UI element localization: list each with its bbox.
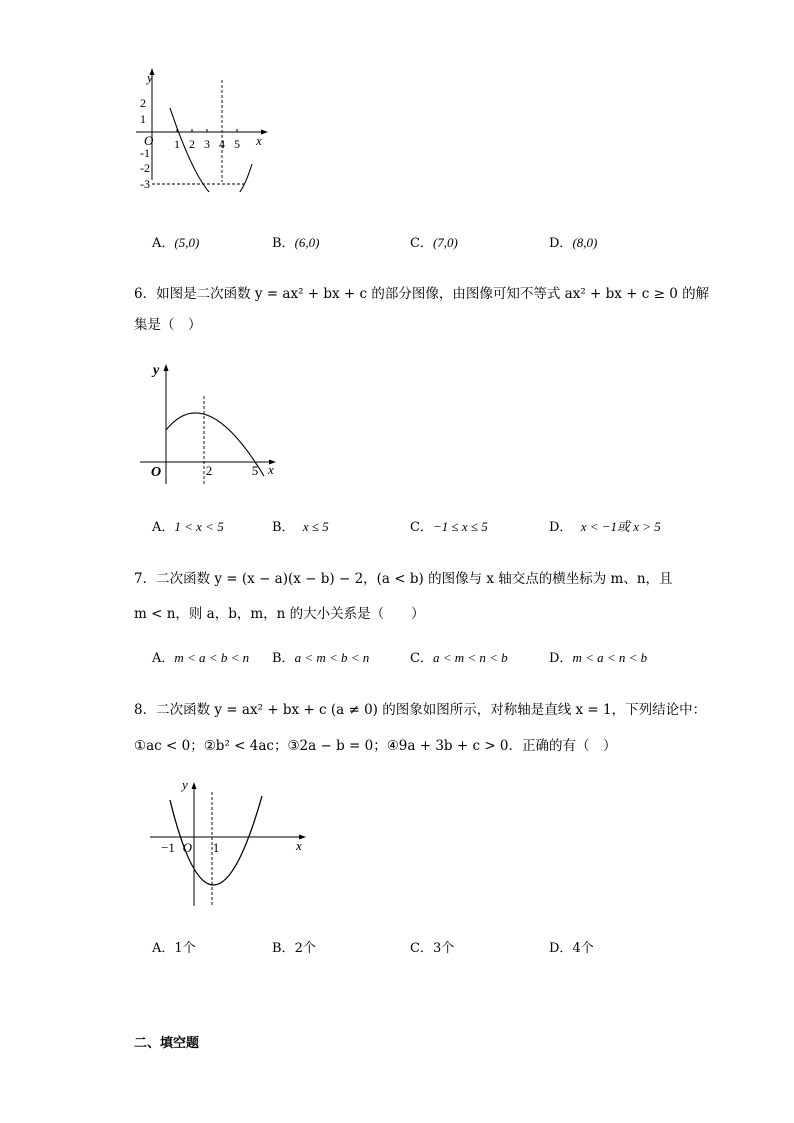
x-label: x bbox=[296, 838, 302, 853]
option-letter: C． bbox=[410, 236, 433, 251]
option-value: 2个 bbox=[294, 941, 316, 956]
q5-option-a[interactable] bbox=[152, 232, 199, 251]
q7-option-d[interactable] bbox=[549, 647, 647, 666]
option-value: (8,0) bbox=[572, 235, 598, 250]
option-letter: C． bbox=[410, 941, 433, 956]
x-tick-3: 3 bbox=[204, 137, 210, 151]
q8-option-b[interactable] bbox=[272, 937, 316, 956]
option-value: 1个 bbox=[174, 941, 196, 956]
q6-stem-line2: 集是（ ） bbox=[134, 317, 202, 333]
q8-option-a[interactable] bbox=[152, 937, 196, 956]
y-tick-2: 2 bbox=[140, 96, 146, 110]
option-value: −1 ≤ x ≤ 5 bbox=[432, 519, 488, 534]
x-tick-1: 1 bbox=[212, 840, 220, 855]
y-tick-neg1: -1 bbox=[140, 146, 150, 160]
option-letter: A． bbox=[152, 651, 175, 666]
option-value: m < a < n < b bbox=[572, 650, 648, 665]
option-letter: B． bbox=[272, 520, 295, 535]
option-value: a < m < n < b bbox=[432, 650, 508, 665]
option-value: 3个 bbox=[432, 941, 455, 956]
q6-option-d[interactable] bbox=[549, 516, 661, 535]
option-letter: A． bbox=[152, 520, 175, 535]
q7-stem-line2: m < n，则 a，b，m，n 的大小关系是（ ） bbox=[134, 606, 425, 622]
x-axis-arrow bbox=[261, 130, 268, 135]
x-tick-4: 4 bbox=[219, 137, 225, 151]
option-letter: C． bbox=[410, 520, 433, 535]
origin-label: O bbox=[182, 840, 192, 855]
q5-option-b[interactable] bbox=[272, 232, 319, 251]
option-letter: B． bbox=[272, 941, 295, 956]
option-letter: D． bbox=[549, 236, 573, 251]
option-letter: C． bbox=[410, 651, 433, 666]
q6-option-c[interactable] bbox=[410, 516, 488, 535]
option-letter: D． bbox=[549, 520, 573, 535]
origin-label: O bbox=[144, 133, 154, 148]
option-value: m < a < b < n bbox=[174, 650, 250, 665]
q6-option-b[interactable] bbox=[272, 516, 329, 535]
q6-graph bbox=[136, 356, 286, 488]
q8-graph bbox=[146, 772, 311, 912]
option-letter: D． bbox=[549, 941, 573, 956]
q8-option-d[interactable] bbox=[549, 937, 594, 956]
option-value: a < m < b < n bbox=[294, 650, 370, 665]
y-axis-arrow bbox=[164, 364, 169, 371]
parabola-curve bbox=[166, 413, 264, 476]
graph-parabola-vertex-4 bbox=[130, 62, 280, 192]
q8-stem-line1: 8．二次函数 y = ax² + bx + c (a ≠ 0) 的图象如图所示，对称轴是直线 x = 1，下列结论中： bbox=[134, 702, 707, 718]
x-tick-neg1: −1 bbox=[161, 840, 175, 855]
option-value: (7,0) bbox=[432, 235, 458, 250]
option-value: x ≤ 5 bbox=[302, 519, 329, 534]
y-axis-arrow bbox=[192, 782, 197, 789]
q5-option-c[interactable] bbox=[410, 232, 458, 251]
option-letter: B． bbox=[272, 651, 295, 666]
y-label: y bbox=[147, 70, 153, 85]
q7-option-a[interactable] bbox=[152, 647, 249, 666]
q8-stem-line2: ①ac < 0；②b² < 4ac；③2a − b = 0；④9a + 3b + c > 0．正确的有（ ） bbox=[134, 738, 617, 754]
q6-stem-line1: 6．如图是二次函数 y = ax² + bx + c 的部分图像，由图像可知不等式 ax² + bx + c ≥ 0 的解 bbox=[134, 286, 710, 302]
q7-option-b[interactable] bbox=[272, 647, 369, 666]
option-letter: A． bbox=[152, 236, 175, 251]
q5-option-d[interactable] bbox=[549, 232, 597, 251]
q7-stem-line1: 7．二次函数 y = (x − a)(x − b) − 2，(a < b) 的图像与 x 轴交点的横坐标为 m、n，且 bbox=[134, 571, 673, 587]
option-letter: B． bbox=[272, 236, 295, 251]
option-value: 1 < x < 5 bbox=[174, 519, 224, 534]
x-tick-1: 1 bbox=[174, 137, 180, 151]
origin-label: O bbox=[151, 465, 162, 480]
x-tick-2: 2 bbox=[189, 137, 195, 151]
x-label: x bbox=[268, 462, 274, 477]
y-tick-1: 1 bbox=[140, 112, 146, 126]
option-value: x < −1或 x > 5 bbox=[580, 519, 661, 534]
y-tick-neg2: -2 bbox=[140, 161, 150, 175]
option-letter: A． bbox=[152, 941, 175, 956]
option-value: 4个 bbox=[572, 941, 594, 956]
x-label: x bbox=[256, 133, 262, 148]
q8-option-c[interactable] bbox=[410, 937, 454, 956]
x-tick-5: 5 bbox=[234, 137, 240, 151]
y-tick-neg3: -3 bbox=[140, 177, 150, 191]
section-heading-fill-in: 二、填空题 bbox=[134, 1036, 200, 1051]
option-letter: D． bbox=[549, 651, 573, 666]
y-label: y bbox=[182, 777, 188, 792]
option-value: (6,0) bbox=[294, 235, 320, 250]
q7-option-c[interactable] bbox=[410, 647, 508, 666]
x-tick-2: 2 bbox=[205, 463, 213, 478]
x-tick-5: 5 bbox=[251, 463, 259, 478]
y-label: y bbox=[153, 363, 160, 378]
q6-option-a[interactable] bbox=[152, 516, 224, 535]
option-value: (5,0) bbox=[174, 235, 200, 250]
